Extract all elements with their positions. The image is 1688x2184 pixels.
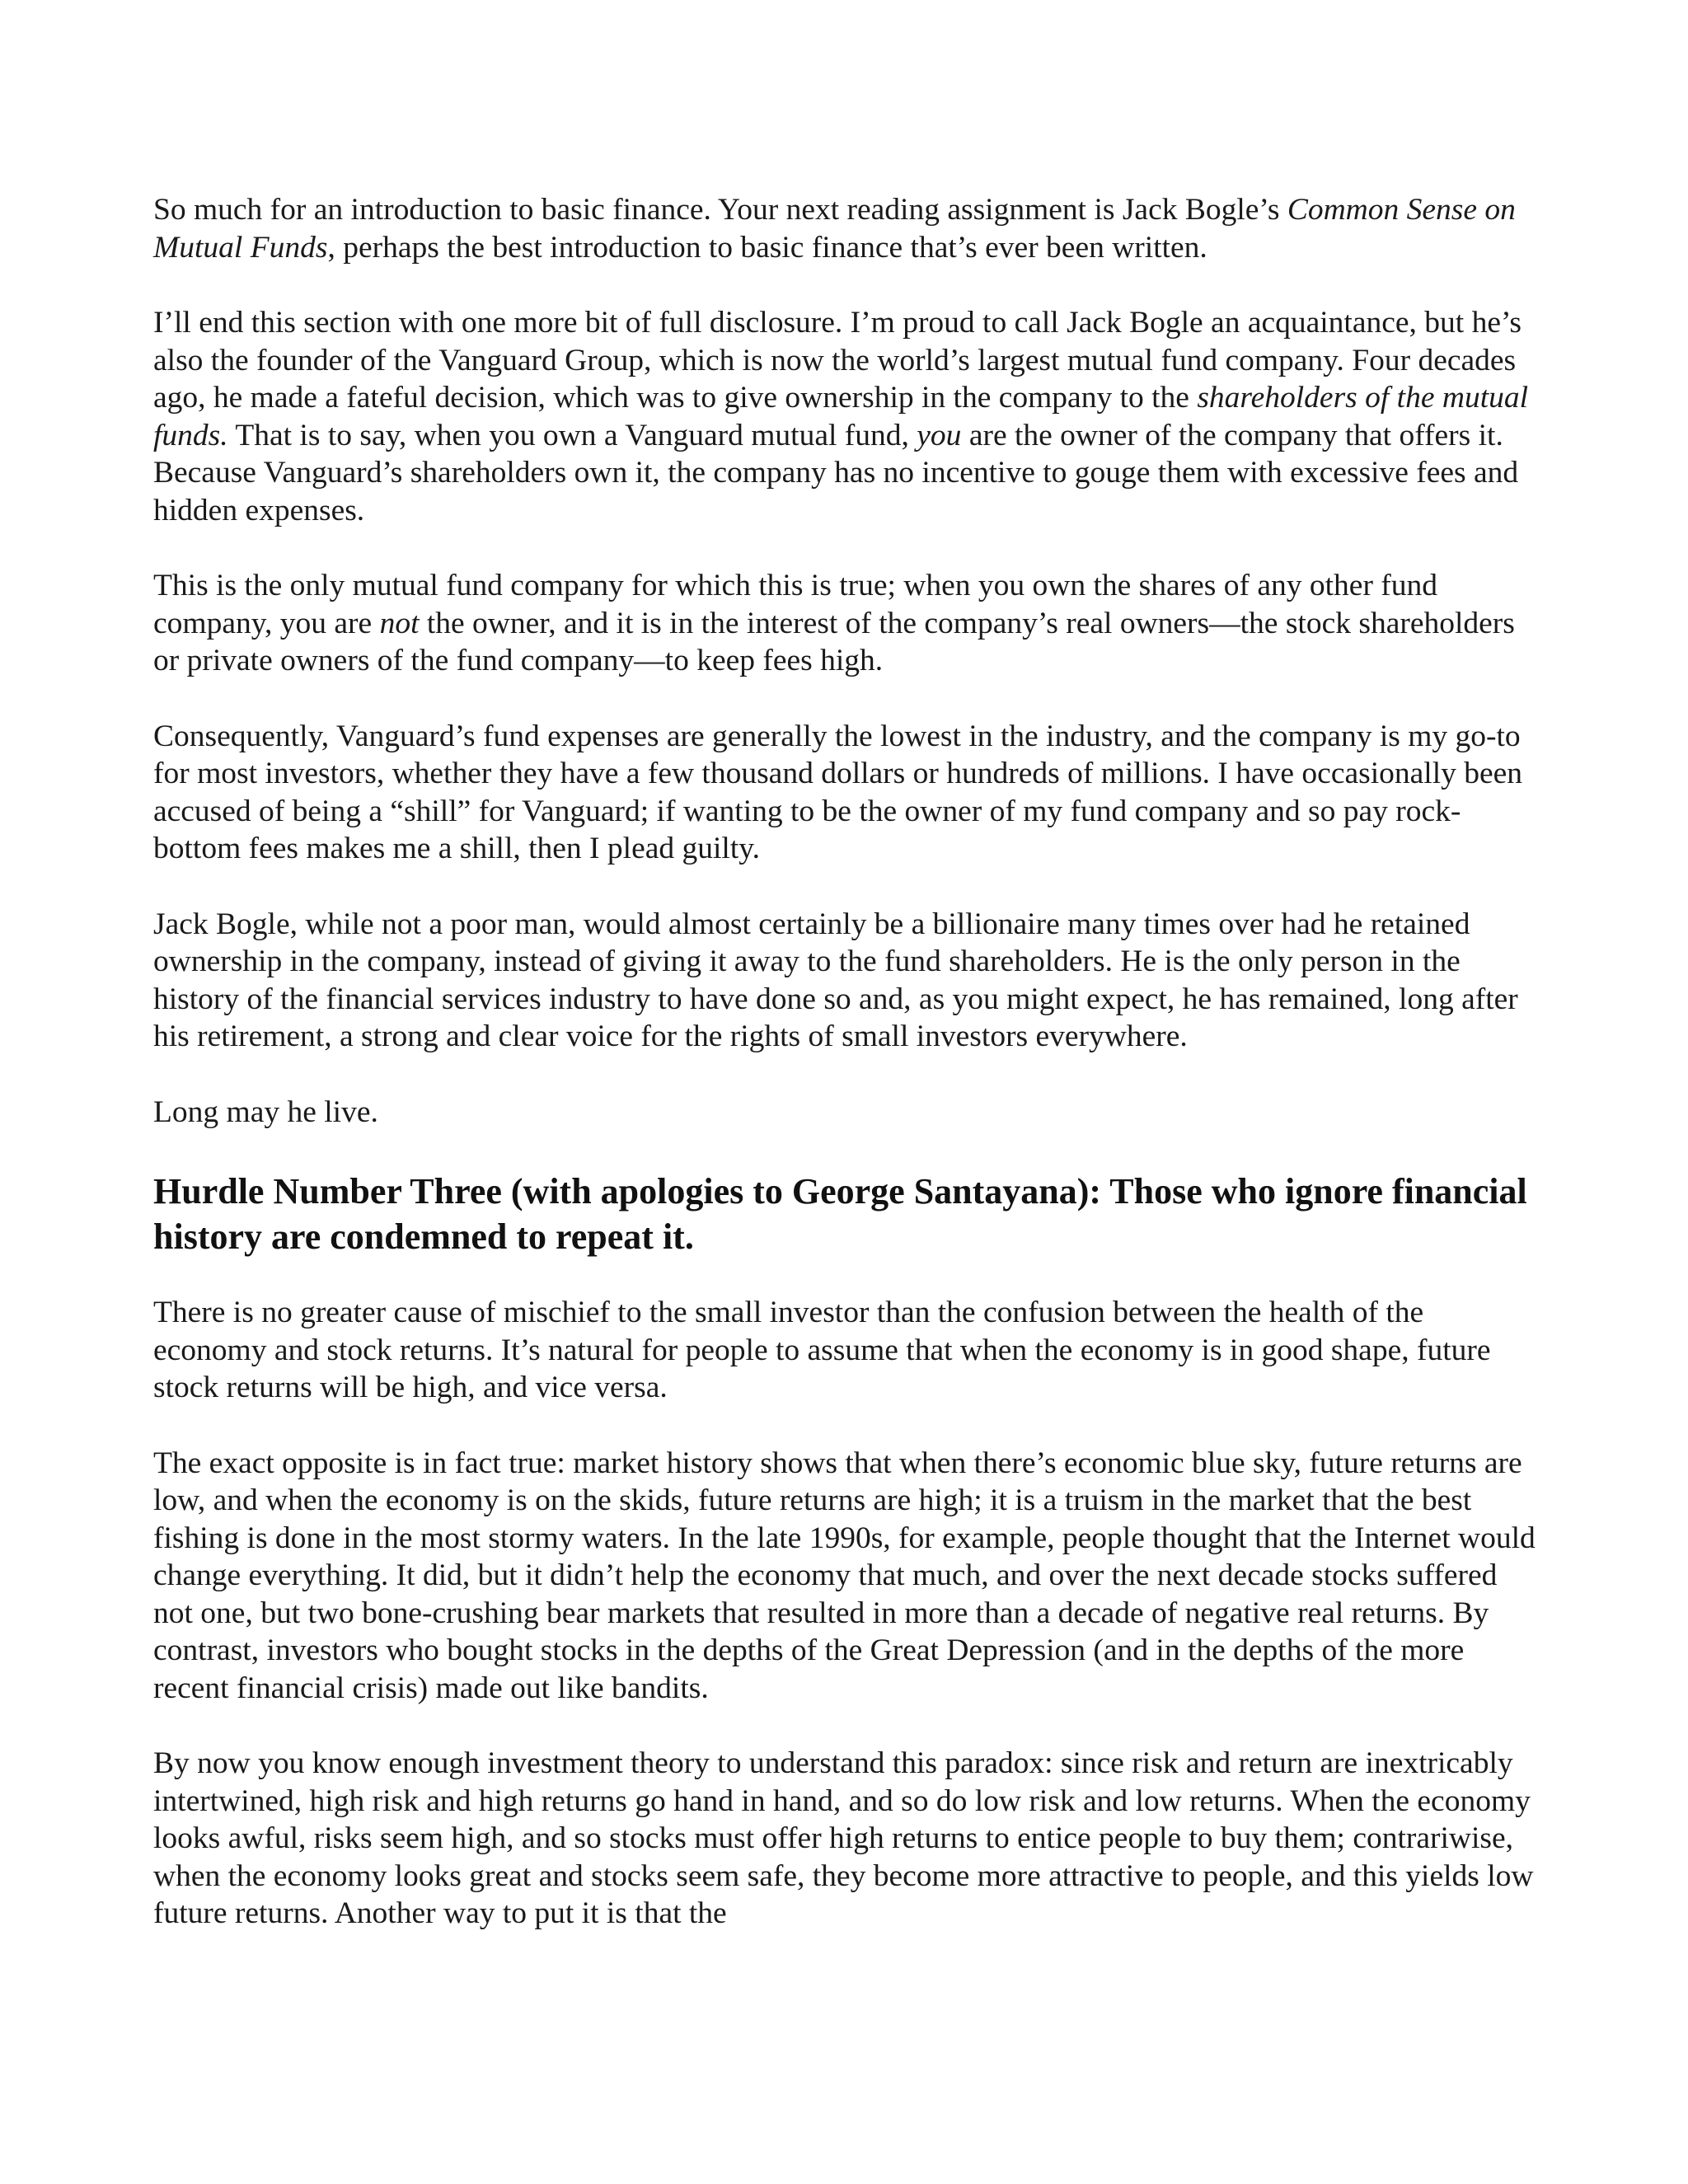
paragraph-p9 bbox=[153, 1745, 1538, 1933]
section-heading-wrap bbox=[153, 1169, 1538, 1259]
paragraph-p7 bbox=[153, 1294, 1538, 1407]
paragraph-text: So much for an introduction to basic finance. Your next reading assignment is Jack Bogle’s bbox=[153, 193, 1287, 227]
italic-text: you bbox=[917, 418, 962, 452]
italic-text: Common Sense on Mutual Funds bbox=[153, 193, 1516, 265]
paragraph-text: There is no greater cause of mischief to the small investor than the confusion between the health of the economy and stock returns. It’s natural for people to assume that when the economy is in good shape, future stock returns will be high, and vice versa. bbox=[153, 1296, 1491, 1404]
paragraph-text: I’ll end this section with one more bit of full disclosure. I’m proud to call Jack Bogle an acquaintance, but he’s also the founder of the Vanguard Group, which is now the world’s largest mutual fund company. Four decades ago, he made a fateful decision, which was to give ownership in the company to the bbox=[153, 306, 1522, 415]
paragraph-p5 bbox=[153, 906, 1538, 1056]
paragraph-text: Jack Bogle, while not a poor man, would almost certainly be a billionaire many times over had he retained ownership in the company, instead of giving it away to the fund shareholders. He is the only person in the history of the financial services industry to have done so and, as you might expect, he has remained, long after his retirement, a strong and clear voice for the rights of small investors everywhere. bbox=[153, 907, 1518, 1053]
paragraph-p8 bbox=[153, 1445, 1538, 1708]
paragraph-text: the owner, and it is in the interest of the company’s real owners—the stock shareholders or private owners of the fund company—to keep fees high. bbox=[153, 606, 1515, 677]
paragraph-text: This is the only mutual fund company for which this is true; when you own the shares of any other fund company, you are bbox=[153, 569, 1438, 640]
paragraph-text: By now you know enough investment theory to understand this paradox: since risk and return are inextricably intertwined, high risk and high returns go hand in hand, and so do low risk and low returns. When the economy looks awful, risks seem high, and so stocks must offer high returns to entice people to buy them; contrariwise, when the economy looks great and stocks seem safe, they become more attractive to people, and this yields low future returns. Another way to put it is that the bbox=[153, 1746, 1534, 1930]
paragraph-text: are the owner of the company that offers it. Because Vanguard’s shareholders own it, the company has no incentive to gouge them with excessive fees and hidden expenses. bbox=[153, 418, 1519, 527]
paragraph-p4 bbox=[153, 718, 1538, 868]
italic-text: not bbox=[379, 606, 420, 640]
paragraph-text: That is to say, when you own a Vanguard mutual fund, bbox=[227, 418, 917, 452]
document-page bbox=[153, 191, 1538, 1933]
paragraph-p1 bbox=[153, 191, 1538, 266]
paragraph-text: , perhaps the best introduction to basic finance that’s ever been written. bbox=[327, 230, 1207, 265]
paragraph-text: Consequently, Vanguard’s fund expenses are generally the lowest in the industry, and the company is my go-to for most investors, whether they have a few thousand dollars or hundreds of millions. I have occasionally been accused of being a “shill” for Vanguard; if wanting to be the owner of my fund company and so pay rock-bottom fees makes me a shill, then I plead guilty. bbox=[153, 719, 1523, 865]
italic-text: shareholders of the mutual funds. bbox=[153, 381, 1529, 452]
paragraph-p3 bbox=[153, 567, 1538, 680]
section-heading: Hurdle Number Three (with apologies to George Santayana): Those who ignore financial history are condemned to repeat it. bbox=[153, 1171, 1527, 1257]
body-section-after-heading bbox=[153, 1294, 1538, 1933]
paragraph-text: The exact opposite is in fact true: market history shows that when there’s economic blue sky, future returns are low, and when the economy is on the skids, future returns are high; it is a truism in the market that the best fishing is done in the most stormy waters. In the late 1990s, for example, people thought that the Internet would change everything. It did, but it didn’t help the economy that much, and over the next decade stocks suffered not one, but two bone-crushing bear markets that resulted in more than a decade of negative real returns. By contrast, investors who bought stocks in the depths of the Great Depression (and in the depths of the more recent financial crisis) made out like bandits. bbox=[153, 1446, 1536, 1705]
body-section-before-heading bbox=[153, 191, 1538, 1131]
paragraph-p6 bbox=[153, 1094, 1538, 1132]
paragraph-p2 bbox=[153, 304, 1538, 529]
paragraph-text: Long may he live. bbox=[153, 1094, 378, 1129]
